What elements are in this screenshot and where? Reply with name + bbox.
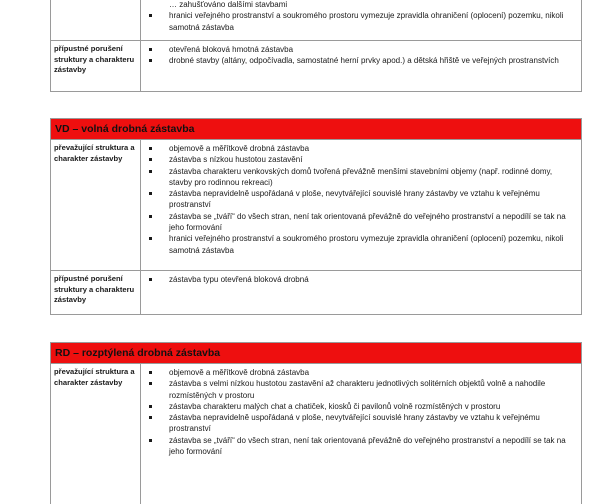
row-label: převažující struktura a charakter zástavby bbox=[51, 140, 141, 270]
bullet-icon bbox=[149, 170, 152, 173]
list-item: zástavba charakteru venkovských domů tvořená převážně menšími stavebními objemy (např. rodinné domy, stavby pro rodinnou rekreaci) bbox=[145, 166, 577, 189]
row-label: přípustné porušení struktury a charakteru zástavby bbox=[51, 41, 141, 91]
list-item: zástavba typu otevřená bloková drobná bbox=[145, 274, 577, 285]
list-item: zástavba nepravidelně uspořádaná v ploše, nevytvářející souvislé hrany zástavby ve vztahu k veřejnému prostranství bbox=[145, 412, 577, 435]
list-item: drobné stavby (altány, odpočívadla, samostatné herní prvky apod.) a dětská hřiště ve veřejných prostranstvích bbox=[145, 55, 577, 66]
bullet-icon bbox=[149, 278, 152, 281]
list-item: zástavba se „tváří“ do všech stran, není tak orientovaná převážně do veřejného prostranství a nepodílí se tak na jeho formování bbox=[145, 435, 577, 458]
bullet-icon bbox=[149, 371, 152, 374]
list-item: hranici veřejného prostranství a soukromého prostoru vymezuje zpravidla ohraničení (oplocení) pozemku, nikoli samotná zástavba bbox=[145, 10, 577, 33]
row-label: přípustné porušení struktury a charakteru zástavby bbox=[51, 271, 141, 314]
vd-section-title: VD – volná drobná zástavba bbox=[51, 119, 581, 140]
rd-section-table bbox=[50, 342, 582, 504]
top-row-1 bbox=[51, 0, 581, 41]
bullet-icon bbox=[149, 382, 152, 385]
row-label bbox=[51, 0, 141, 40]
row-content bbox=[141, 140, 581, 270]
bullet-icon bbox=[149, 147, 152, 150]
list-item: hranici veřejného prostranství a soukromého prostoru vymezuje zpravidla ohraničení (oplocení) pozemku, nikoli samotná zástavba bbox=[145, 233, 577, 256]
bullet-list bbox=[145, 274, 577, 285]
list-item: … zahušťováno dalšími stavbami bbox=[169, 0, 288, 9]
row-content bbox=[141, 271, 581, 314]
bullet-icon bbox=[149, 237, 152, 240]
bullet-list bbox=[145, 0, 577, 33]
list-item: zástavba nepravidelně uspořádaná v ploše, nevytvářející souvislé hrany zástavby ve vztahu k veřejnému prostranství bbox=[145, 188, 577, 211]
bullet-list bbox=[145, 143, 577, 256]
bullet-icon bbox=[149, 158, 152, 161]
list-item: objemově a měřítkově drobná zástavba bbox=[145, 367, 577, 378]
vd-row-permissible bbox=[51, 271, 581, 314]
row-content bbox=[141, 364, 581, 504]
list-item: otevřená bloková hmotná zástavba bbox=[145, 44, 577, 55]
bullet-icon bbox=[149, 405, 152, 408]
bullet-icon bbox=[149, 48, 152, 51]
row-content bbox=[141, 41, 581, 91]
bullet-icon bbox=[149, 416, 152, 419]
row-content bbox=[141, 0, 581, 40]
vd-section-table bbox=[50, 118, 582, 315]
bullet-list bbox=[145, 44, 577, 67]
list-item: zástavba charakteru malých chat a chatiček, kiosků či pavilonů volně rozmístěných v prostoru bbox=[145, 401, 577, 412]
bullet-list bbox=[145, 367, 577, 457]
top-section-table bbox=[50, 0, 582, 92]
vd-row-predominant bbox=[51, 140, 581, 271]
list-item: zástavba s velmi nízkou hustotou zastavění až charakteru jednotlivých solitérních objektů volně a nahodile rozmístěných v prostoru bbox=[145, 378, 577, 401]
list-item: zástavba se „tváří“ do všech stran, není tak orientovaná převážně do veřejného prostranství a nepodílí se tak na jeho formování bbox=[145, 211, 577, 234]
top-row-2 bbox=[51, 41, 581, 91]
list-item: zástavba s nízkou hustotou zastavění bbox=[145, 154, 577, 165]
bullet-icon bbox=[149, 59, 152, 62]
bullet-icon bbox=[149, 215, 152, 218]
row-label: převažující struktura a charakter zástavby bbox=[51, 364, 141, 504]
list-item: objemově a měřítkově drobná zástavba bbox=[145, 143, 577, 154]
rd-row-predominant bbox=[51, 364, 581, 504]
bullet-icon bbox=[149, 439, 152, 442]
rd-section-title: RD – rozptýlená drobná zástavba bbox=[51, 343, 581, 364]
bullet-icon bbox=[149, 14, 152, 17]
bullet-icon bbox=[149, 192, 152, 195]
